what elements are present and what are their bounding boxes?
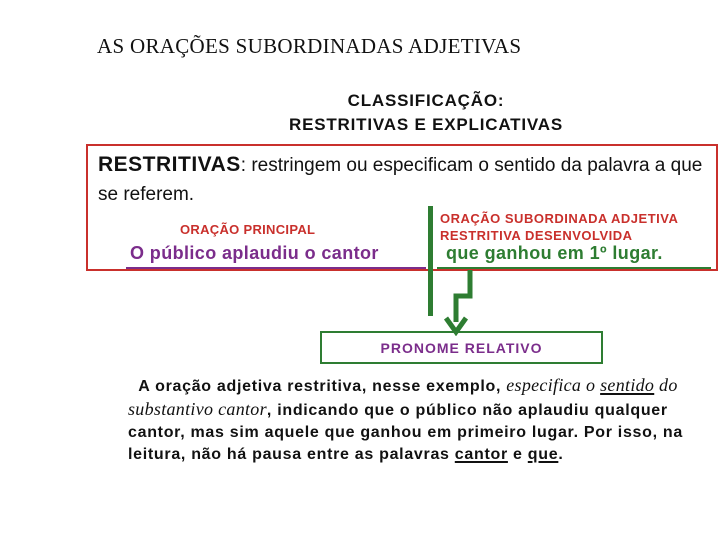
main-clause-sentence: O público aplaudiu o cantor (130, 243, 379, 263)
classification-heading (246, 89, 606, 137)
main-clause-label: ORAÇÃO PRINCIPAL (180, 222, 316, 237)
classification-types: RESTRITIVAS E EXPLICATIVAS (289, 115, 563, 134)
definition-term: RESTRITIVAS (98, 153, 241, 176)
pronoun-arrow-icon (440, 268, 480, 336)
explanation-part: e (507, 446, 528, 463)
sub-clause-sentence: que ganhou em 1º lugar. (446, 243, 663, 263)
clause-divider-line (428, 206, 433, 316)
explanation-part: , indicando que o público não aplaudiu qualquer cantor, mas sim aquele que ganhou em primeiro lugar. Por isso, na leitura, não há pausa entre as palavras (128, 402, 683, 463)
classification-label: CLASSIFICAÇÃO: (347, 91, 505, 110)
explanation-italic: do substantivo cantor (128, 375, 678, 419)
sub-clause-label (440, 210, 678, 244)
sub-clause-label-line2: RESTRITIVA DESENVOLVIDA (440, 228, 633, 243)
explanation-underlined-word: cantor (454, 446, 508, 463)
definition-description: : restringem ou especificam o sentido da palavra a que se referem. (98, 155, 703, 205)
explanation-paragraph (128, 374, 718, 466)
definition-text (98, 150, 708, 209)
page-title: AS ORAÇÕES SUBORDINADAS ADJETIVAS (97, 34, 522, 58)
explanation-underlined-word: que (527, 446, 559, 463)
explanation-part: . (558, 446, 564, 463)
main-clause-underline (126, 267, 426, 269)
relative-pronoun-label: PRONOME RELATIVO (380, 340, 543, 356)
explanation-italic: especifica o (506, 375, 601, 395)
relative-pronoun-box (320, 331, 603, 364)
explanation-part: A oração adjetiva restritiva, nesse exemplo, (138, 378, 507, 395)
explanation-italic-underlined: sentido (600, 375, 655, 395)
sub-clause-label-line1: ORAÇÃO SUBORDINADA ADJETIVA (440, 211, 679, 226)
